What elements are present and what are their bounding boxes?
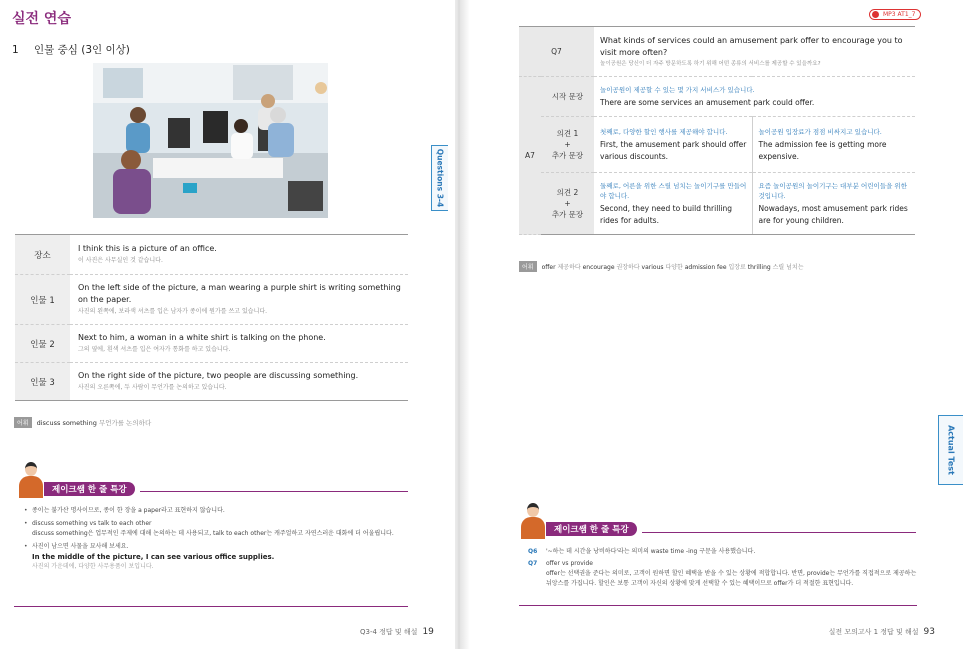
korean-translation: 그의 옆에, 흰색 셔츠를 입은 여자가 통화를 하고 있습니다. xyxy=(78,346,231,353)
english-sentence: On the right side of the picture, two people are discussing something. xyxy=(78,371,359,380)
vocab-korean: 무언가를 논의하다 xyxy=(98,419,152,427)
questions-tab-label: Questions 3-4 xyxy=(435,148,445,208)
teacher-avatar-icon xyxy=(520,503,546,539)
opinion1-main-english: First, the amusement park should offer various discounts. xyxy=(600,139,747,161)
answer-table xyxy=(519,26,915,235)
row-content xyxy=(70,325,408,363)
tip-subtext: offer는 선택권을 준다는 의미로, 고객이 원하면 할인 혜택을 받을 수 있는 상황에 적합합니다. 반면, provide는 무언가를 직접적으로 제공하는 뉘앙스를 가집니다. 할인은 보통 고객이 자신의 상황에 맞게 선택할 수 있는 혜택이므로 offer가 더 적절한 표현입니다. xyxy=(546,570,917,587)
tip-bottom-line xyxy=(519,605,917,606)
footer-text: 실전 모의고사 1 정답 및 해설 xyxy=(828,628,919,636)
vocab-badge: 어휘 xyxy=(14,417,32,428)
opinion1-extra-english: The admission fee is getting more expensive. xyxy=(758,139,887,161)
vocab-korean: 권장하다 xyxy=(616,264,640,271)
mp3-track-badge[interactable] xyxy=(869,9,921,20)
section-title: 실전 연습 xyxy=(12,11,71,27)
opinion2-extra xyxy=(752,173,915,235)
tip-item xyxy=(528,559,918,589)
row-label: 인물 2 xyxy=(15,325,70,363)
tip-question-number: Q6 xyxy=(528,548,538,555)
table-row xyxy=(519,77,915,117)
actual-test-tab-label: Actual Test xyxy=(946,425,956,475)
opinion2-extra-korean: 요즘 놀이공원의 놀이기구는 대부분 어린이들을 위한 것입니다. xyxy=(758,181,907,200)
vocabulary-line xyxy=(14,417,151,428)
tip-divider xyxy=(140,491,408,492)
vocab-korean: 스릴 넘치는 xyxy=(772,264,804,271)
row-label: 인물 1 xyxy=(15,275,70,325)
row-label: 장소 xyxy=(15,235,70,275)
tip-banner: 제이크쌤 한 줄 특강 xyxy=(546,522,637,536)
tip-divider xyxy=(642,532,916,533)
tip-item xyxy=(24,519,404,539)
mp3-label: MP3 AT1_7 xyxy=(883,11,916,18)
vocab-english: thrilling xyxy=(747,264,771,271)
vocab-english: various xyxy=(641,264,664,271)
tip-text: '~하는 데 시간을 낭비하다'라는 의미의 waste time -ing 구문을 사용했습니다. xyxy=(546,548,756,555)
tip-bottom-line xyxy=(14,606,408,607)
page-number: 19 xyxy=(422,627,434,637)
opinion1-extra-korean: 놀이공원 입장료가 점점 비싸지고 있습니다. xyxy=(758,127,882,136)
office-photo xyxy=(93,63,328,218)
vocabulary-line xyxy=(519,261,804,272)
tip-item xyxy=(528,547,918,557)
start-content xyxy=(594,77,915,117)
tip-example-korean: 사진의 가운데에, 다양한 사무용품이 보입니다. xyxy=(32,563,154,570)
tip-item xyxy=(24,506,404,516)
table-row xyxy=(15,363,408,401)
start-korean: 놀이공원이 제공할 수 있는 몇 가지 서비스가 있습니다. xyxy=(600,85,755,94)
page-footer xyxy=(360,627,434,637)
question-label: Q7 xyxy=(519,27,594,77)
questions-tab[interactable] xyxy=(431,145,448,211)
tip-list xyxy=(528,547,918,591)
question-english: What kinds of services could an amusement park offer to encourage you to visit more often? xyxy=(600,35,903,57)
opinion1-main-korean: 첫째로, 다양한 할인 행사를 제공해야 합니다. xyxy=(600,127,728,136)
teacher-avatar-icon xyxy=(18,462,44,498)
row-content xyxy=(70,235,408,275)
left-page xyxy=(0,0,455,649)
english-sentence: Next to him, a woman in a white shirt is talking on the phone. xyxy=(78,333,326,342)
tip-example-english: In the middle of the picture, I can see various office supplies. xyxy=(32,553,275,561)
table-row xyxy=(519,27,915,77)
table-row xyxy=(519,117,915,173)
row-label: 인물 3 xyxy=(15,363,70,401)
english-sentence: I think this is a picture of an office. xyxy=(78,244,217,253)
opinion1-extra xyxy=(752,117,915,173)
vocab-korean: 입장료 xyxy=(728,264,746,271)
row-content xyxy=(70,275,408,325)
description-table xyxy=(15,234,408,401)
row-content xyxy=(70,363,408,401)
vocab-badge: 어휘 xyxy=(519,261,537,272)
opinion1-label: 의견 1 + 추가 문장 xyxy=(541,117,594,173)
question-korean: 놀이공원은 당신이 더 자주 방문하도록 하기 위해 어떤 종류의 서비스를 제공할 수 있을까요? xyxy=(600,60,821,67)
vocab-english: encourage xyxy=(582,264,615,271)
table-row xyxy=(15,275,408,325)
vocab-english: admission fee xyxy=(684,264,727,271)
table-row xyxy=(15,325,408,363)
tip-text: 종이는 불가산 명사이므로, 종이 한 장을 a paper라고 표현하지 않습니다. xyxy=(32,507,225,514)
vocab-english: discuss something xyxy=(36,419,97,427)
opinion2-main xyxy=(594,173,752,235)
actual-test-tab[interactable] xyxy=(938,415,963,485)
tip-list xyxy=(24,506,404,575)
question-content xyxy=(594,27,915,77)
page-number: 93 xyxy=(923,627,935,637)
tip-text: • 사진이 남으면 사물을 묘사해 보세요. xyxy=(32,543,129,550)
page-footer xyxy=(829,627,935,637)
vocab-english: offer xyxy=(541,264,556,271)
table-row xyxy=(519,173,915,235)
answer-label: A7 xyxy=(519,77,541,235)
vocab-korean: 다양한 xyxy=(665,264,683,271)
tip-subtext: discuss something은 업무적인 주제에 대해 논의하는 데 사용되고, talk to each other는 캐주얼하고 자연스러운 대화에 더 어울립니다. xyxy=(32,530,394,537)
tip-banner: 제이크쌤 한 줄 특강 xyxy=(44,482,135,496)
korean-translation: 이 사진은 사무실인 것 같습니다. xyxy=(78,257,163,264)
subtitle-text: 인물 중심 (3인 이상) xyxy=(34,44,130,56)
start-label: 시작 문장 xyxy=(541,77,594,117)
audio-icon xyxy=(872,11,879,18)
tip-text: • discuss something vs talk to each other xyxy=(32,520,152,527)
start-english: There are some services an amusement park could offer. xyxy=(600,97,815,107)
tip-item xyxy=(24,542,404,572)
english-sentence: On the left side of the picture, a man wearing a purple shirt is writing something on the paper. xyxy=(78,283,401,304)
opinion2-main-english: Second, they need to build thrilling rides for adults. xyxy=(600,203,732,225)
opinion1-main xyxy=(594,117,752,173)
tip-text: offer vs provide xyxy=(546,560,593,567)
korean-translation: 사진의 왼쪽에, 보라색 셔츠를 입은 남자가 종이에 뭔가를 쓰고 있습니다. xyxy=(78,308,268,315)
opinion2-main-korean: 둘째로, 어른을 위한 스릴 넘치는 놀이기구를 만들어야 합니다. xyxy=(600,181,747,200)
subtitle-number: 1 xyxy=(12,44,19,56)
subtitle xyxy=(12,42,130,57)
opinion2-label: 의견 2 + 추가 문장 xyxy=(541,173,594,235)
vocab-korean: 제공하다 xyxy=(557,264,581,271)
opinion2-extra-english: Nowadays, most amusement park rides are for young children. xyxy=(758,203,908,225)
table-row xyxy=(15,235,408,275)
tip-question-number: Q7 xyxy=(528,560,538,567)
footer-text: Q3-4 정답 및 해설 xyxy=(360,628,418,636)
korean-translation: 사진의 오른쪽에, 두 사람이 무언가를 논의하고 있습니다. xyxy=(78,384,227,391)
